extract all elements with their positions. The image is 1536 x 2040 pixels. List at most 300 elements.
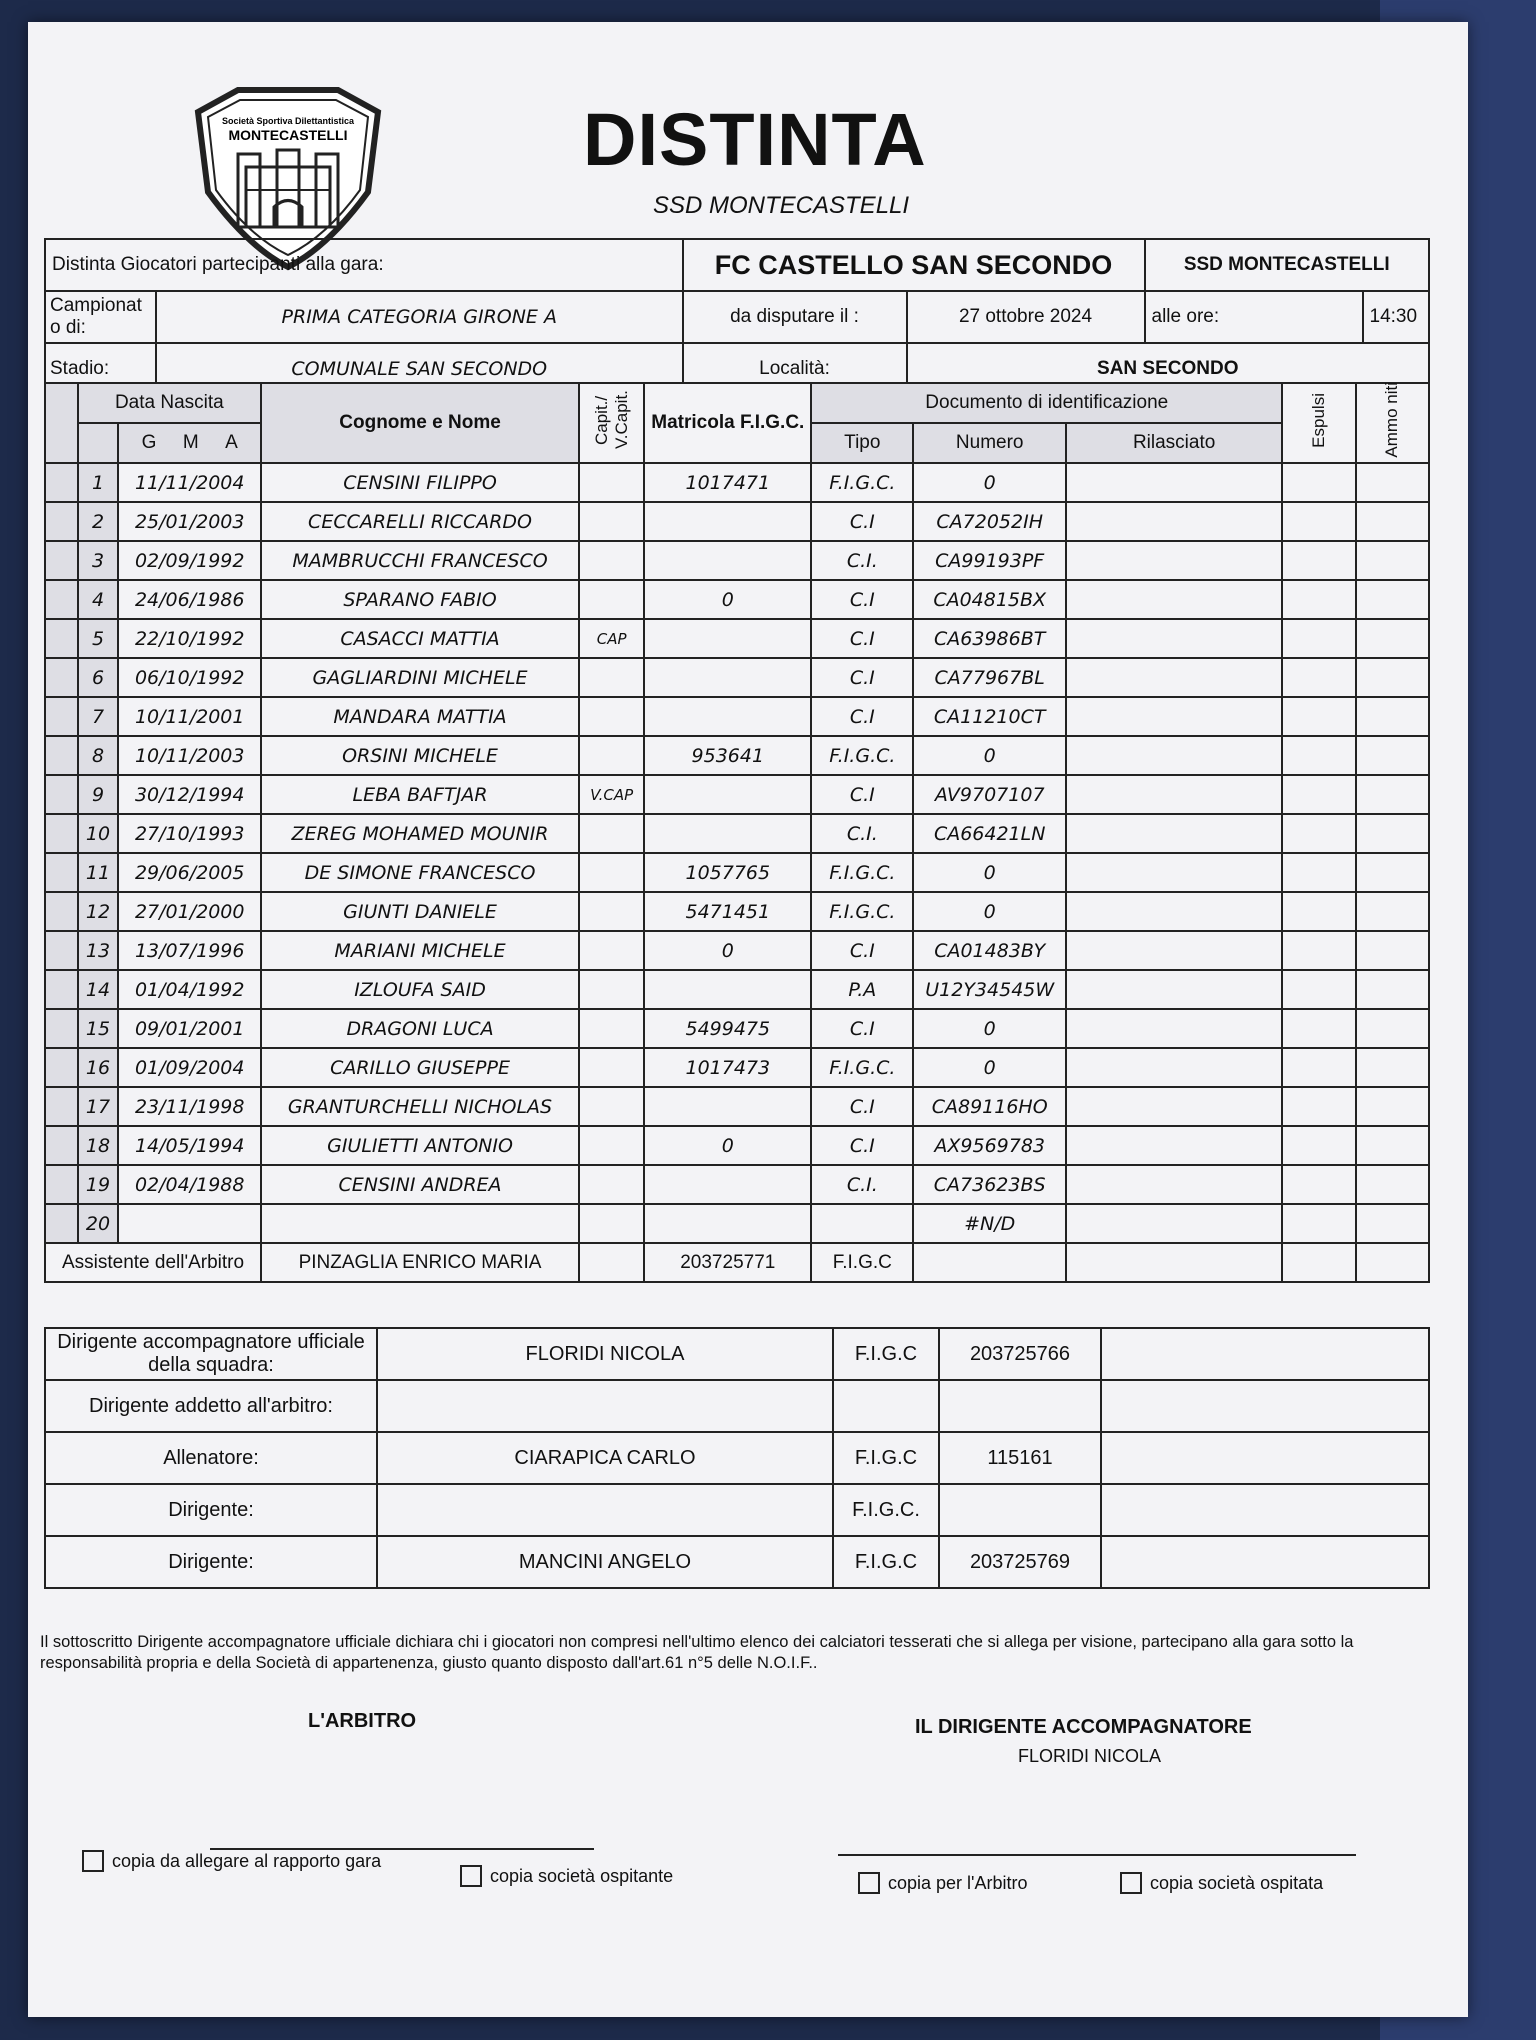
player-name: GRANTURCHELLI NICHOLAS — [261, 1087, 579, 1126]
player-matricola: 1017473 — [644, 1048, 811, 1087]
player-captain — [579, 541, 644, 580]
staff-doc-number — [939, 1484, 1101, 1536]
player-birthdate: 09/01/2001 — [118, 1009, 261, 1048]
player-row — [45, 502, 1429, 541]
checkbox-referee-report[interactable] — [82, 1850, 381, 1872]
player-name: MANDARA MATTIA — [261, 697, 579, 736]
player-captain — [579, 1126, 644, 1165]
player-row-marker — [45, 463, 78, 502]
name-header: Cognome e Nome — [261, 383, 579, 463]
player-ammoniti — [1356, 775, 1429, 814]
checkbox-label: copia per l'Arbitro — [888, 1872, 1028, 1893]
player-doc-number: CA73623BS — [913, 1165, 1066, 1204]
assistant-numero — [913, 1243, 1066, 1282]
staff-table — [44, 1327, 1430, 1589]
match-date: 27 ottobre 2024 — [907, 291, 1145, 343]
player-ammoniti — [1356, 697, 1429, 736]
director-signature-line — [838, 1854, 1356, 1856]
player-doc-type: C.I — [811, 658, 913, 697]
player-doc-type: C.I. — [811, 814, 913, 853]
player-row-marker — [45, 1126, 78, 1165]
player-row-marker — [45, 502, 78, 541]
player-matricola — [644, 697, 811, 736]
player-captain — [579, 1165, 644, 1204]
staff-role: Dirigente: — [45, 1536, 377, 1588]
player-matricola — [644, 970, 811, 1009]
player-matricola — [644, 814, 811, 853]
player-name: CARILLO GIUSEPPE — [261, 1048, 579, 1087]
player-doc-number: 0 — [913, 1009, 1066, 1048]
staff-doc-number: 203725766 — [939, 1328, 1101, 1380]
player-name: SPARANO FABIO — [261, 580, 579, 619]
player-doc-type: F.I.G.C. — [811, 892, 913, 931]
player-row-marker — [45, 1204, 78, 1243]
player-name: GAGLIARDINI MICHELE — [261, 658, 579, 697]
player-birthdate: 02/04/1988 — [118, 1165, 261, 1204]
player-doc-number: CA89116HO — [913, 1087, 1066, 1126]
player-name: DRAGONI LUCA — [261, 1009, 579, 1048]
player-number: 5 — [78, 619, 119, 658]
player-number: 6 — [78, 658, 119, 697]
player-number: 3 — [78, 541, 119, 580]
checkbox-guest-copy[interactable] — [1120, 1872, 1323, 1894]
player-doc-type: C.I — [811, 619, 913, 658]
player-row — [45, 853, 1429, 892]
player-row — [45, 1048, 1429, 1087]
player-birthdate: 27/01/2000 — [118, 892, 261, 931]
player-doc-number: CA99193PF — [913, 541, 1066, 580]
player-captain — [579, 658, 644, 697]
staff-role: Dirigente addetto all'arbitro: — [45, 1380, 377, 1432]
document-subtitle: SSD MONTECASTELLI — [653, 192, 910, 219]
player-row — [45, 541, 1429, 580]
player-doc-number: AX9569783 — [913, 1126, 1066, 1165]
player-birthdate: 24/06/1986 — [118, 580, 261, 619]
player-ammoniti — [1356, 1204, 1429, 1243]
player-matricola: 1057765 — [644, 853, 811, 892]
player-doc-issued — [1066, 1048, 1282, 1087]
assistant-rilasciato — [1066, 1243, 1282, 1282]
player-doc-issued — [1066, 697, 1282, 736]
birth-g-m-a-spacer — [78, 423, 119, 463]
player-doc-number: CA04815BX — [913, 580, 1066, 619]
checkbox-host-copy[interactable] — [460, 1865, 673, 1887]
player-captain — [579, 463, 644, 502]
player-ammoniti — [1356, 619, 1429, 658]
staff-row — [45, 1484, 1429, 1536]
player-espulsi — [1282, 697, 1355, 736]
staff-row — [45, 1328, 1429, 1380]
player-espulsi — [1282, 580, 1355, 619]
player-doc-issued — [1066, 892, 1282, 931]
player-birthdate: 22/10/1992 — [118, 619, 261, 658]
player-ammoniti — [1356, 814, 1429, 853]
director-signature-name: FLORIDI NICOLA — [1018, 1746, 1162, 1766]
player-espulsi — [1282, 1126, 1355, 1165]
player-row-marker — [45, 658, 78, 697]
player-ammoniti — [1356, 892, 1429, 931]
stadium-label: Stadio: — [45, 343, 156, 395]
player-row — [45, 619, 1429, 658]
checkbox-square[interactable] — [460, 1865, 482, 1887]
captain-header: Capit./ V.Capit. — [579, 383, 644, 463]
player-matricola — [644, 619, 811, 658]
player-birthdate: 27/10/1993 — [118, 814, 261, 853]
player-espulsi — [1282, 1165, 1355, 1204]
player-row — [45, 1165, 1429, 1204]
staff-doc-type: F.I.G.C — [833, 1536, 939, 1588]
player-doc-number: 0 — [913, 853, 1066, 892]
player-row — [45, 736, 1429, 775]
player-espulsi — [1282, 892, 1355, 931]
player-doc-issued — [1066, 1009, 1282, 1048]
player-name: CENSINI ANDREA — [261, 1165, 579, 1204]
championship-value: PRIMA CATEGORIA GIRONE A — [156, 291, 683, 343]
player-name: LEBA BAFTJAR — [261, 775, 579, 814]
championship-label: Campionat o di: — [45, 291, 156, 343]
player-captain — [579, 1204, 644, 1243]
match-header-table — [44, 238, 1430, 396]
player-ammoniti — [1356, 1048, 1429, 1087]
player-number: 14 — [78, 970, 119, 1009]
rilasciato-header: Rilasciato — [1066, 423, 1282, 463]
player-name: MAMBRUCCHI FRANCESCO — [261, 541, 579, 580]
player-doc-type: C.I — [811, 775, 913, 814]
player-espulsi — [1282, 1009, 1355, 1048]
player-number: 17 — [78, 1087, 119, 1126]
players-label: Distinta Giocatori partecipanti alla gara: — [45, 239, 683, 291]
player-row-marker — [45, 1165, 78, 1204]
player-row-marker — [45, 619, 78, 658]
player-matricola: 0 — [644, 580, 811, 619]
player-number: 10 — [78, 814, 119, 853]
player-doc-issued — [1066, 1126, 1282, 1165]
player-number: 8 — [78, 736, 119, 775]
player-row — [45, 658, 1429, 697]
player-row — [45, 580, 1429, 619]
staff-role: Dirigente: — [45, 1484, 377, 1536]
player-name: CECCARELLI RICCARDO — [261, 502, 579, 541]
player-birthdate: 11/11/2004 — [118, 463, 261, 502]
player-ammoniti — [1356, 463, 1429, 502]
player-captain — [579, 1048, 644, 1087]
player-row-marker — [45, 814, 78, 853]
assistant-name: PINZAGLIA ENRICO MARIA — [261, 1243, 579, 1282]
player-row-marker — [45, 1087, 78, 1126]
checkbox-square[interactable] — [82, 1850, 104, 1872]
player-number: 20 — [78, 1204, 119, 1243]
staff-doc-type: F.I.G.C. — [833, 1484, 939, 1536]
checkbox-square[interactable] — [1120, 1872, 1142, 1894]
player-number: 4 — [78, 580, 119, 619]
staff-name: FLORIDI NICOLA — [377, 1328, 833, 1380]
player-espulsi — [1282, 619, 1355, 658]
assistant-matricola: 203725771 — [644, 1243, 811, 1282]
time-label: alle ore: — [1145, 291, 1363, 343]
player-doc-type: F.I.G.C. — [811, 463, 913, 502]
player-doc-number: CA66421LN — [913, 814, 1066, 853]
player-captain — [579, 697, 644, 736]
assistant-row — [45, 1243, 1429, 1282]
player-doc-type: C.I. — [811, 1165, 913, 1204]
player-doc-issued — [1066, 541, 1282, 580]
player-doc-number: CA63986BT — [913, 619, 1066, 658]
player-name — [261, 1204, 579, 1243]
checkbox-referee-copy[interactable] — [858, 1872, 1028, 1894]
player-row — [45, 775, 1429, 814]
player-number: 15 — [78, 1009, 119, 1048]
player-doc-issued — [1066, 580, 1282, 619]
player-doc-issued — [1066, 853, 1282, 892]
player-name: ORSINI MICHELE — [261, 736, 579, 775]
player-row-marker — [45, 853, 78, 892]
player-birthdate: 13/07/1996 — [118, 931, 261, 970]
player-row-marker — [45, 736, 78, 775]
staff-extra — [1101, 1432, 1429, 1484]
player-row-marker — [45, 1048, 78, 1087]
player-doc-number: AV9707107 — [913, 775, 1066, 814]
staff-extra — [1101, 1484, 1429, 1536]
player-captain — [579, 814, 644, 853]
player-captain — [579, 1009, 644, 1048]
player-row — [45, 463, 1429, 502]
player-captain — [579, 931, 644, 970]
player-doc-issued — [1066, 619, 1282, 658]
player-doc-number: 0 — [913, 736, 1066, 775]
player-row — [45, 892, 1429, 931]
player-birthdate — [118, 1204, 261, 1243]
assistant-ammoniti — [1356, 1243, 1429, 1282]
birth-g-m-a: G M A — [118, 423, 261, 463]
player-row-marker — [45, 697, 78, 736]
player-name: IZLOUFA SAID — [261, 970, 579, 1009]
numero-header: Numero — [913, 423, 1066, 463]
espulsi-header: Espulsi — [1282, 383, 1355, 463]
player-ammoniti — [1356, 580, 1429, 619]
checkbox-label: copia società ospitata — [1150, 1872, 1324, 1893]
player-row — [45, 1009, 1429, 1048]
player-captain — [579, 580, 644, 619]
player-espulsi — [1282, 541, 1355, 580]
staff-extra — [1101, 1380, 1429, 1432]
staff-doc-type — [833, 1380, 939, 1432]
player-matricola — [644, 1165, 811, 1204]
staff-extra — [1101, 1328, 1429, 1380]
player-ammoniti — [1356, 1087, 1429, 1126]
player-number: 7 — [78, 697, 119, 736]
player-captain: CAP — [579, 619, 644, 658]
player-row-marker — [45, 931, 78, 970]
player-espulsi — [1282, 814, 1355, 853]
player-birthdate: 23/11/1998 — [118, 1087, 261, 1126]
player-espulsi — [1282, 658, 1355, 697]
player-doc-type: C.I — [811, 1126, 913, 1165]
player-birthdate: 30/12/1994 — [118, 775, 261, 814]
player-doc-number: #N/D — [913, 1204, 1066, 1243]
player-doc-type: F.I.G.C. — [811, 736, 913, 775]
player-birthdate: 10/11/2003 — [118, 736, 261, 775]
staff-name — [377, 1380, 833, 1432]
player-ammoniti — [1356, 931, 1429, 970]
player-espulsi — [1282, 463, 1355, 502]
player-matricola: 5499475 — [644, 1009, 811, 1048]
player-ammoniti — [1356, 1126, 1429, 1165]
player-matricola: 1017471 — [644, 463, 811, 502]
player-espulsi — [1282, 931, 1355, 970]
player-name: ZEREG MOHAMED MOUNIR — [261, 814, 579, 853]
player-espulsi — [1282, 502, 1355, 541]
player-doc-type: F.I.G.C. — [811, 853, 913, 892]
player-number: 1 — [78, 463, 119, 502]
player-name: GIUNTI DANIELE — [261, 892, 579, 931]
player-row-marker — [45, 580, 78, 619]
player-ammoniti — [1356, 736, 1429, 775]
player-number: 2 — [78, 502, 119, 541]
player-doc-type: F.I.G.C. — [811, 1048, 913, 1087]
player-ammoniti — [1356, 970, 1429, 1009]
tipo-header: Tipo — [811, 423, 913, 463]
player-captain: V.CAP — [579, 775, 644, 814]
player-espulsi — [1282, 1087, 1355, 1126]
player-doc-issued — [1066, 970, 1282, 1009]
staff-row — [45, 1432, 1429, 1484]
player-birthdate: 29/06/2005 — [118, 853, 261, 892]
player-doc-type: C.I — [811, 697, 913, 736]
svg-text:MONTECASTELLI: MONTECASTELLI — [228, 127, 348, 143]
player-matricola — [644, 1204, 811, 1243]
player-doc-type: C.I. — [811, 541, 913, 580]
player-doc-type: P.A — [811, 970, 913, 1009]
referee-signature-label: L'ARBITRO — [308, 1710, 417, 1732]
player-doc-type: C.I — [811, 931, 913, 970]
staff-role: Allenatore: — [45, 1432, 377, 1484]
player-espulsi — [1282, 736, 1355, 775]
ammoniti-header: Ammo niti — [1356, 383, 1429, 463]
player-doc-number: 0 — [913, 892, 1066, 931]
checkbox-label: copia da allegare al rapporto gara — [112, 1850, 382, 1871]
player-captain — [579, 502, 644, 541]
player-doc-type: C.I — [811, 580, 913, 619]
assistant-espulsi — [1282, 1243, 1355, 1282]
player-number: 19 — [78, 1165, 119, 1204]
staff-role: Dirigente accompagnatore ufficiale della squadra: — [45, 1328, 377, 1380]
player-name: MARIANI MICHELE — [261, 931, 579, 970]
player-doc-issued — [1066, 775, 1282, 814]
player-row — [45, 1087, 1429, 1126]
player-row-marker — [45, 775, 78, 814]
staff-name — [377, 1484, 833, 1536]
player-row-marker — [45, 541, 78, 580]
player-captain — [579, 1087, 644, 1126]
player-doc-issued — [1066, 736, 1282, 775]
player-row — [45, 697, 1429, 736]
player-captain — [579, 892, 644, 931]
player-matricola: 5471451 — [644, 892, 811, 931]
document-header: Documento di identificazione — [811, 383, 1282, 423]
player-doc-issued — [1066, 1165, 1282, 1204]
player-birthdate: 14/05/1994 — [118, 1126, 261, 1165]
date-label: da disputare il : — [683, 291, 907, 343]
player-captain — [579, 970, 644, 1009]
player-doc-type — [811, 1204, 913, 1243]
player-doc-issued — [1066, 502, 1282, 541]
player-doc-type: C.I — [811, 502, 913, 541]
match-time: 14:30 — [1363, 291, 1429, 343]
player-birthdate: 25/01/2003 — [118, 502, 261, 541]
player-doc-number: 0 — [913, 463, 1066, 502]
staff-doc-number: 115161 — [939, 1432, 1101, 1484]
player-birthdate: 02/09/1992 — [118, 541, 261, 580]
home-team: FC CASTELLO SAN SECONDO — [683, 239, 1145, 291]
player-number: 13 — [78, 931, 119, 970]
player-number: 18 — [78, 1126, 119, 1165]
player-ammoniti — [1356, 541, 1429, 580]
player-row — [45, 1204, 1429, 1243]
player-birthdate: 10/11/2001 — [118, 697, 261, 736]
player-birthdate: 06/10/1992 — [118, 658, 261, 697]
player-name: GIULIETTI ANTONIO — [261, 1126, 579, 1165]
player-doc-number: CA77967BL — [913, 658, 1066, 697]
locality-value: SAN SECONDO — [907, 343, 1429, 395]
director-signature-label: IL DIRIGENTE ACCOMPAGNATORE — [915, 1716, 1252, 1738]
player-ammoniti — [1356, 853, 1429, 892]
player-doc-issued — [1066, 814, 1282, 853]
player-birthdate: 01/09/2004 — [118, 1048, 261, 1087]
player-espulsi — [1282, 1048, 1355, 1087]
player-matricola — [644, 541, 811, 580]
birth-header: Data Nascita — [78, 383, 261, 423]
player-row-marker — [45, 892, 78, 931]
player-espulsi — [1282, 775, 1355, 814]
staff-row — [45, 1380, 1429, 1432]
player-number: 11 — [78, 853, 119, 892]
player-doc-issued — [1066, 1204, 1282, 1243]
assistant-cap — [579, 1243, 644, 1282]
document-title: DISTINTA — [583, 98, 927, 181]
player-doc-issued — [1066, 1087, 1282, 1126]
player-row — [45, 970, 1429, 1009]
staff-row — [45, 1536, 1429, 1588]
player-doc-issued — [1066, 931, 1282, 970]
player-row — [45, 931, 1429, 970]
player-doc-number: CA01483BY — [913, 931, 1066, 970]
player-ammoniti — [1356, 1009, 1429, 1048]
away-team: SSD MONTECASTELLI — [1145, 239, 1429, 291]
player-row-marker — [45, 1009, 78, 1048]
player-doc-number: CA11210CT — [913, 697, 1066, 736]
checkbox-square[interactable] — [858, 1872, 880, 1894]
player-ammoniti — [1356, 502, 1429, 541]
staff-doc-type: F.I.G.C — [833, 1328, 939, 1380]
assistant-label: Assistente dell'Arbitro — [45, 1243, 261, 1282]
declaration-text: Il sottoscritto Dirigente accompagnatore ufficiale dichiara chi i giocatori non compresi nell'ultimo elenco dei calciatori tesserati che si allega per visione, partecipano alla gara sotto la responsabilità propria e della Società di appartenenza, giusto quanto disposto dall'art.61 n°5 delle N.O.I.F.. — [40, 1633, 1354, 1672]
checkbox-label: copia società ospitante — [490, 1865, 674, 1886]
player-doc-issued — [1066, 463, 1282, 502]
player-number: 12 — [78, 892, 119, 931]
player-espulsi — [1282, 970, 1355, 1009]
staff-name: MANCINI ANGELO — [377, 1536, 833, 1588]
player-doc-number: CA72052IH — [913, 502, 1066, 541]
stadium-value: COMUNALE SAN SECONDO — [156, 343, 683, 395]
player-ammoniti — [1356, 1165, 1429, 1204]
player-matricola — [644, 775, 811, 814]
player-doc-number: U12Y34545W — [913, 970, 1066, 1009]
player-doc-number: 0 — [913, 1048, 1066, 1087]
player-matricola — [644, 1087, 811, 1126]
player-matricola: 953641 — [644, 736, 811, 775]
staff-doc-type: F.I.G.C — [833, 1432, 939, 1484]
assistant-tipo: F.I.G.C — [811, 1243, 913, 1282]
